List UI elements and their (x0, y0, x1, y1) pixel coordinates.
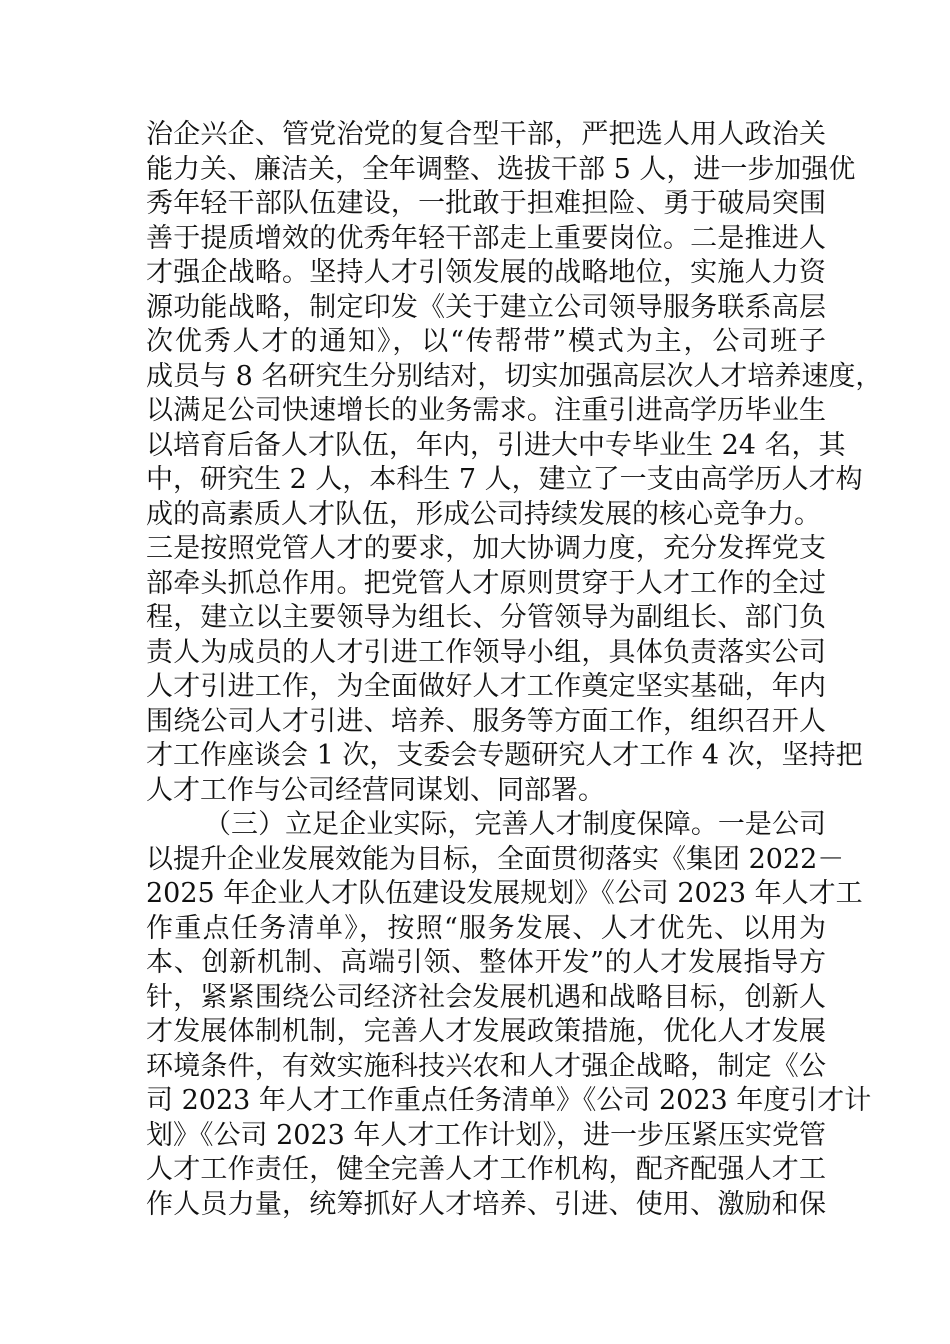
text-line: 部牵头抓总作用。把党管人才原则贯穿于人才工作的全过 (146, 567, 826, 599)
text-line: 成员与 8 名研究生分别结对，切实加强高层次人才培养速度， (146, 360, 883, 392)
text-line: 以培育后备人才队伍，年内，引进大中专毕业生 24 名，其 (146, 429, 846, 461)
text-line: 人才工作与公司经营同谋划、同部署。 (146, 774, 605, 806)
text-line: 作重点任务清单》，按照“服务发展、人才优先、以用为 (146, 912, 826, 944)
text-line: 才工作座谈会 1 次，支委会专题研究人才工作 4 次，坚持把 (146, 740, 863, 771)
text-line: 以提升企业发展效能为目标，全面贯彻落实《集团 2022－ (146, 843, 845, 875)
text-line: 次优秀人才的通知》，以“传帮带”模式为主，公司班子 (146, 326, 826, 357)
text-line: 2025 年企业人才队伍建设发展规划》《公司 2023 年人才工 (146, 878, 863, 909)
text-line: 善于提质增效的优秀年轻干部走上重要岗位。二是推进人 (146, 222, 826, 254)
text-line: 秀年轻干部队伍建设，一批敢于担难担险、勇于破局突围 (146, 188, 826, 219)
text-line: 能力关、廉洁关，全年调整、选拔干部 5 人，进一步加强优 (146, 153, 856, 185)
text-line: 以满足公司快速增长的业务需求。注重引进高学历毕业生 (146, 395, 826, 426)
text-line: 针，紧紧围绕公司经济社会发展机遇和战略目标，创新人 (146, 981, 826, 1013)
text-line: 作人员力量，统筹抓好人才培养、引进、使用、激励和保 (146, 1188, 826, 1220)
text-line: 治企兴企、管党治党的复合型干部，严把选人用人政治关 (146, 119, 826, 150)
text-line: 才强企战略。坚持人才引领发展的战略地位，实施人力资 (146, 257, 826, 288)
text-line: 中，研究生 2 人，本科生 7 人，建立了一支由高学历人才构 (146, 464, 863, 495)
text-line: 责人为成员的人才引进工作领导小组，具体负责落实公司 (146, 636, 826, 668)
text-line: 人才工作责任，健全完善人才工作机构，配齐配强人才工 (146, 1154, 826, 1185)
text-line: 司 2023 年人才工作重点任务清单》《公司 2023 年度引才计 (146, 1085, 872, 1116)
text-line: 三是按照党管人才的要求，加大协调力度，充分发挥党支 (146, 533, 826, 564)
text-line: 围绕公司人才引进、培养、服务等方面工作，组织召开人 (146, 705, 826, 737)
text-line: 环境条件，有效实施科技兴农和人才强企战略，制定《公 (146, 1050, 826, 1082)
text-line: 人才引进工作，为全面做好人才工作奠定坚实基础，年内 (146, 671, 826, 702)
text-line: 才发展体制机制，完善人才发展政策措施，优化人才发展 (146, 1016, 826, 1047)
text-line: 源功能战略，制定印发《关于建立公司领导服务联系高层 (146, 291, 826, 323)
section-heading-line: （三）立足企业实际，完善人才制度保障。一是公司 (204, 809, 826, 840)
text-line: 本、创新机制、高端引领、整体开发”的人才发展指导方 (146, 947, 826, 978)
text-line: 成的高素质人才队伍，形成公司持续发展的核心竞争力。 (146, 498, 821, 530)
text-line: 程，建立以主要领导为组长、分管领导为副组长、部门负 (146, 602, 826, 633)
document-body (146, 118, 883, 1222)
text-line: 划》《公司 2023 年人才工作计划》，进一步压紧压实党管 (146, 1119, 826, 1151)
